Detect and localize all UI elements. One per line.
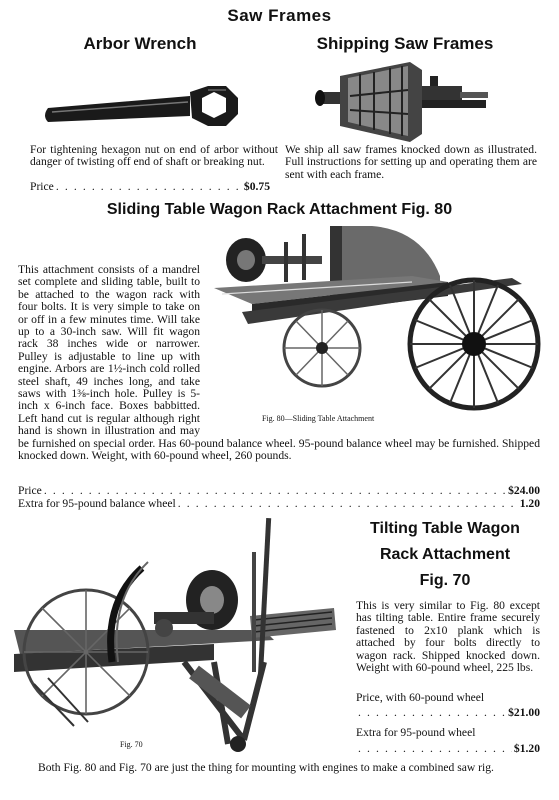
extra-label: Extra for 95-pound balance wheel [18,497,176,510]
arbor-wrench-description: For tightening hexagon nut on end of arbor without danger of twisting off end of shaft or breaking nut. [30,143,278,169]
tilting-table-heading-line1: Tilting Table Wagon [370,520,520,537]
sliding-table-price-row [18,484,540,497]
price-label: Price [30,180,54,193]
dot-leader [178,497,518,510]
dot-leader [358,706,506,719]
shipping-frames-heading: Shipping Saw Frames [316,34,494,53]
shipping-saw-frame-illustration [310,56,500,144]
extra-label: Extra for 95-pound wheel [356,726,476,740]
price-label: Price, with 60-pound wheel [356,691,485,704]
fig-70-tilting-table-illustration [14,512,346,760]
price-value: $0.75 [243,180,270,193]
tilting-table-description: This is very similar to Fig. 80 except has tilting table. Entire frame securely fastened to 2x10 plank which is attached by four bolts directly to wagon rack. Shipped knocked down. Weight with 60-pound wheel, 225 lbs. [356,599,540,675]
fig-70-caption: Fig. 70 [120,740,143,749]
sliding-table-heading: Sliding Table Wagon Rack Attachment Fig. 80 [106,201,453,218]
shipping-frames-description: We ship all saw frames knocked down as illustrated. Full instructions for setting up and operating them are sent with each frame. [285,143,537,181]
arbor-wrench-price-row [30,180,270,193]
arbor-wrench-illustration [40,78,280,138]
page-title: Saw Frames [227,6,332,25]
price-row [356,706,540,719]
extra-price-value: $1.20 [513,741,540,755]
sliding-table-extra-row [18,497,540,510]
price-value: $21.00 [508,706,540,720]
figure-spacer [200,264,540,428]
dot-leader [56,180,242,193]
dot-leader [358,742,512,755]
sliding-table-description: This attachment consists of a mandrel set complete and sliding table, built to be attached to the wagon rack with four bolts. It is very simple to take on or off in a few minutes time. Will take up to a 30-inch saw. Will fit wagon rack 38 inches wide or narrower. Pulley is adjustable to line up with engine. Arbors are 1½-inch cold rolled steel shaft, 49 inches long, and take saws with 1⅜-inch hole. Pulley is 5-inch x 6-inch face. Boxes babbitted. Left hand cut is regular although right hand is shown in illustration and may be furnished on special order. Has 60-pound balance wheel. 95-pound balance wheel may be furnished. Shipped knocked down. Weight, with 60-pound wheel, 260 pounds. [18,263,540,463]
tilting-table-heading-line3: Fig. 70 [419,572,471,589]
extra-price-row [356,742,540,755]
arbor-wrench-heading: Arbor Wrench [83,34,197,53]
price-value: $24.00 [508,484,540,497]
price-label: Price [18,484,42,497]
extra-price-value: 1.20 [519,497,540,510]
dot-leader [44,484,506,497]
tilting-table-price-block [356,692,540,755]
fig-80-caption: Fig. 80—Sliding Table Attachment [262,414,375,423]
tilting-table-heading-line2: Rack Attachment [379,546,511,563]
footer-note: Both Fig. 80 and Fig. 70 are just the thing for mounting with engines to make a combined saw rig. [38,761,494,774]
